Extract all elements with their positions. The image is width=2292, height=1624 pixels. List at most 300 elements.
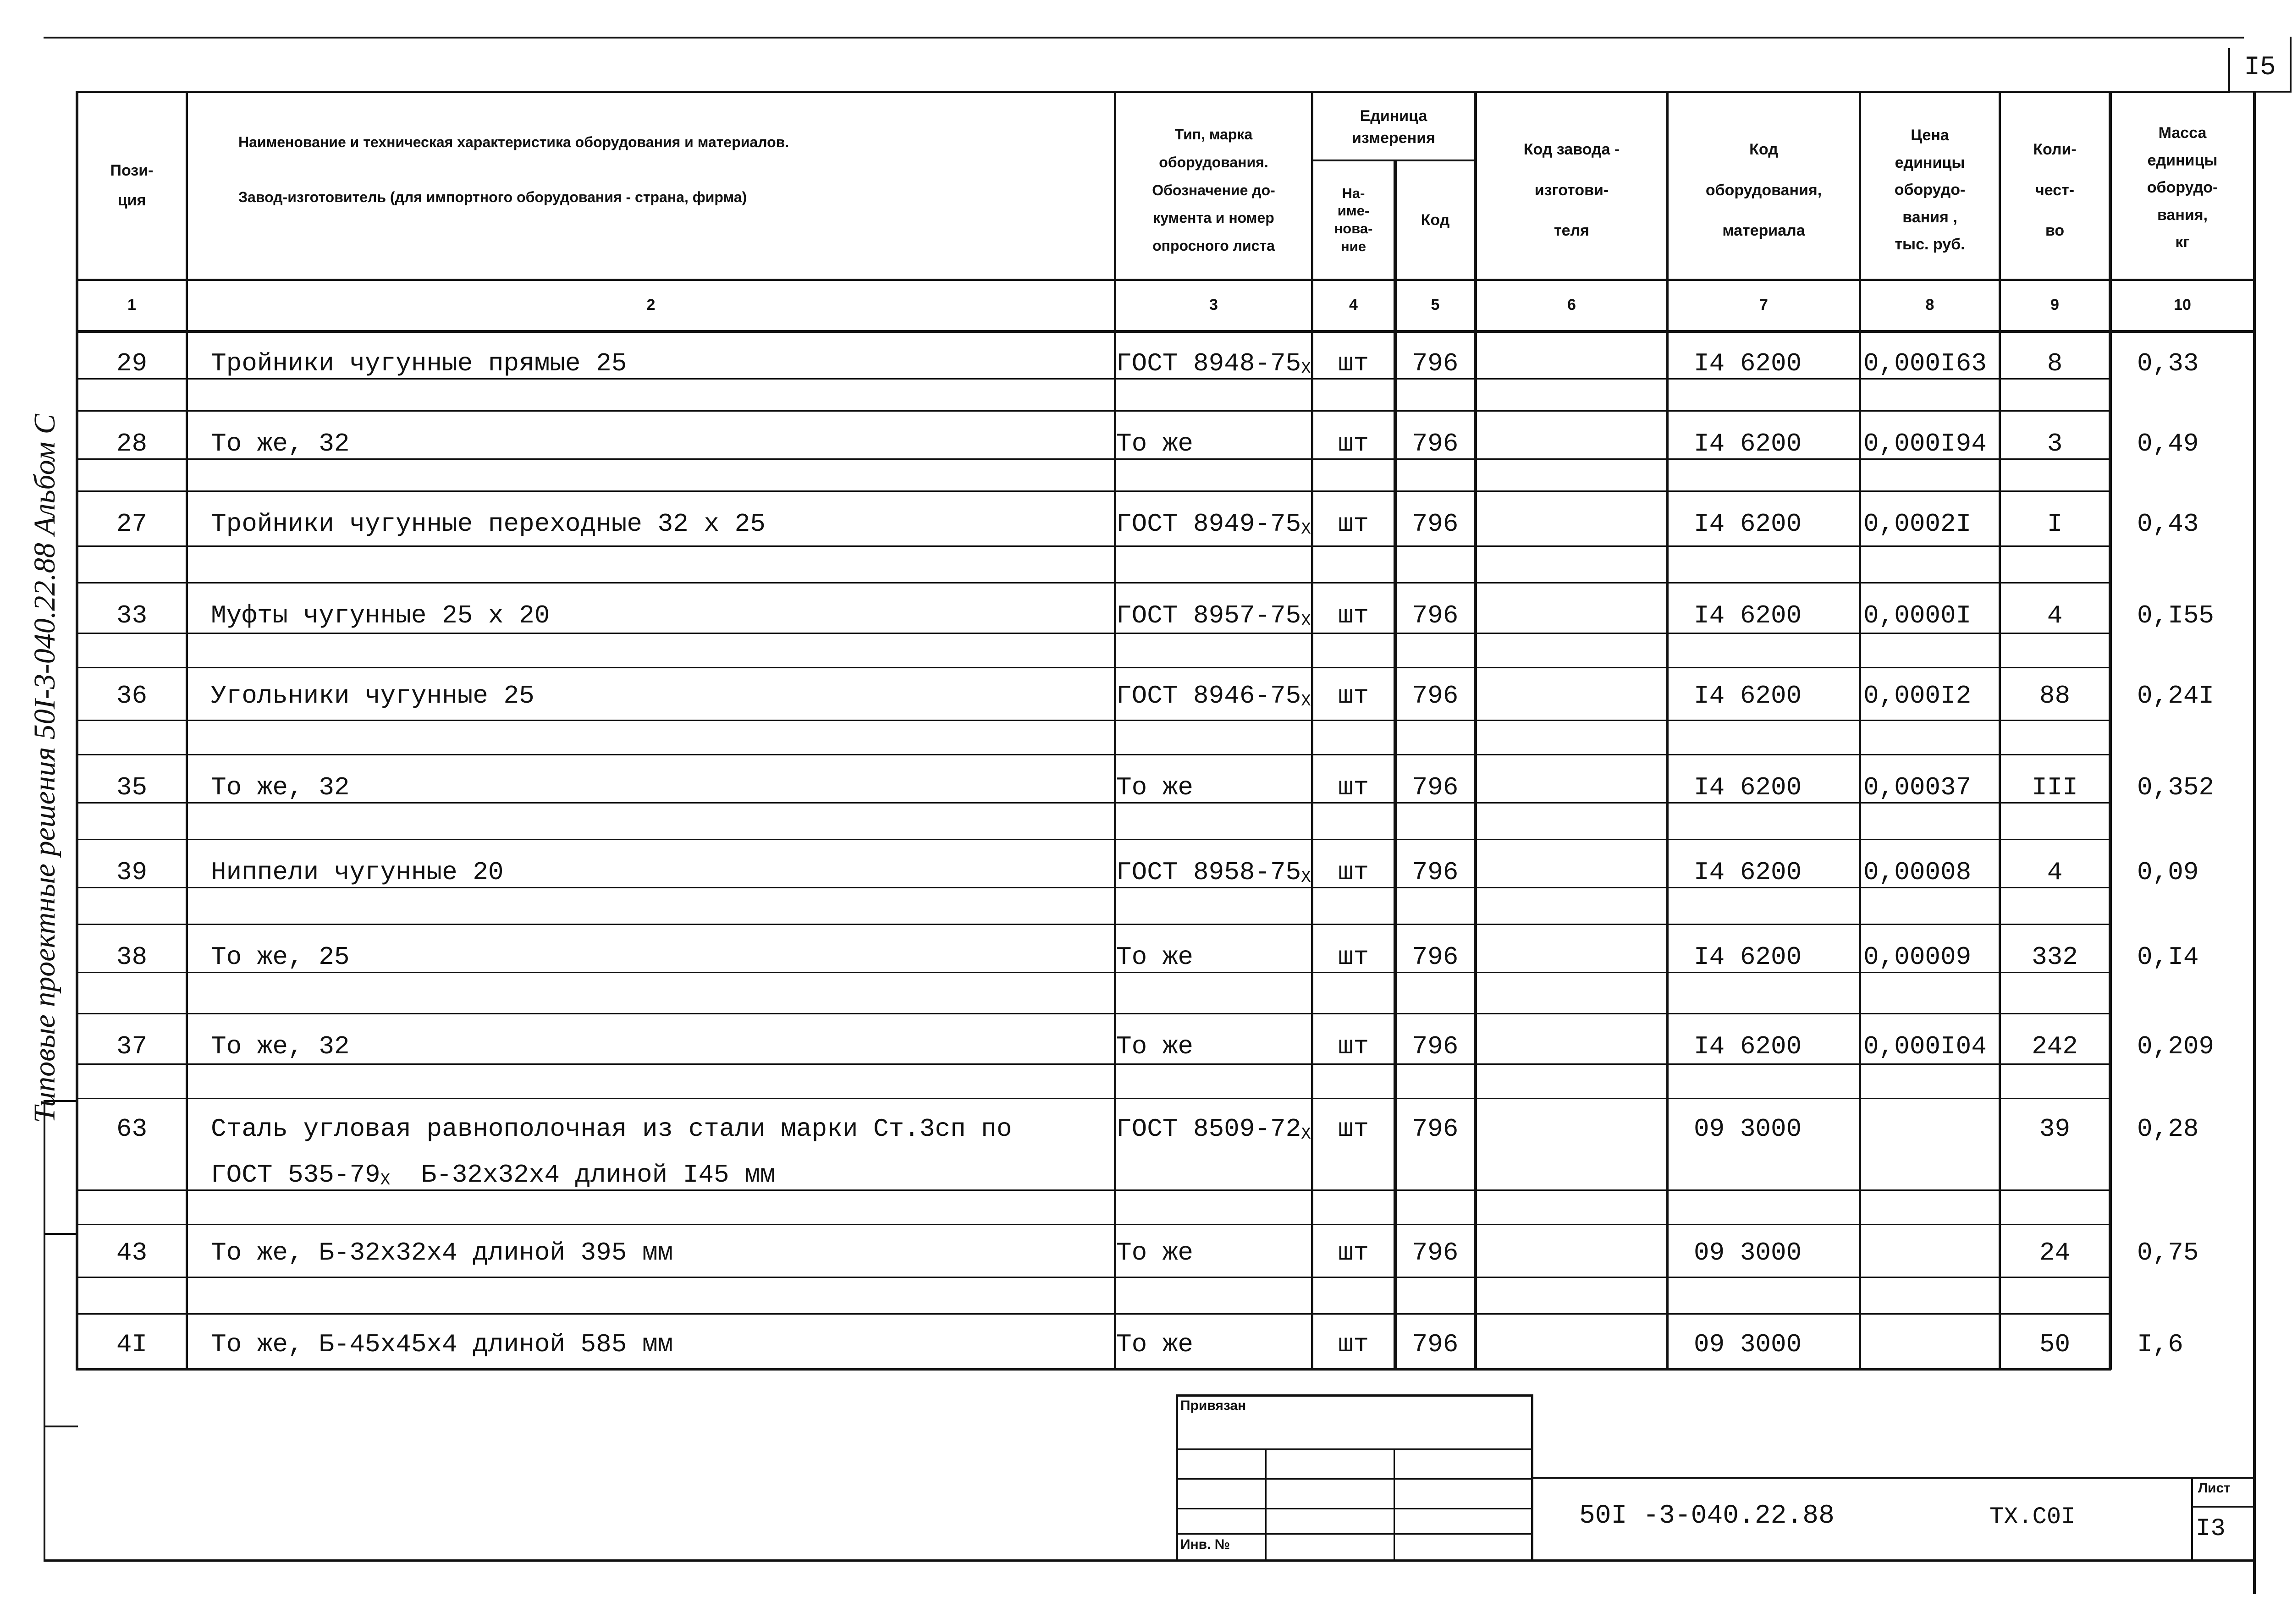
row-price: [1861, 1320, 2001, 1359]
row-divider: [76, 490, 2111, 492]
row-unit: [1313, 1228, 1394, 1267]
row-document-text: То же: [1116, 1330, 1194, 1359]
row-document-text: То же: [1116, 429, 1194, 458]
row-document-text: ГОСТ 8958-75: [1116, 858, 1301, 887]
stamp-inventory-label: Инв. №: [1180, 1537, 1230, 1552]
row-position-text: 35: [116, 773, 148, 802]
row-document-text: ГОСТ 8509-72: [1116, 1114, 1301, 1144]
row-position-text: 27: [116, 509, 148, 539]
row-name-text: Тройники чугунные переходные 32 х 25: [211, 509, 766, 539]
row-quantity-text: 50: [2039, 1330, 2071, 1359]
row-mass: [2112, 672, 2278, 710]
superscript-mark: X: [380, 1171, 391, 1189]
row-divider: [76, 1189, 2111, 1191]
corner-box-left: [2228, 48, 2230, 92]
row-position-text: 63: [116, 1114, 148, 1144]
row-unit-code: [1397, 1105, 1474, 1144]
row-price: [1861, 763, 2001, 802]
row-divider: [76, 1277, 2111, 1278]
header-factory-code: Код завода - изготови- теля: [1523, 141, 1620, 240]
row-document: [1116, 672, 1311, 710]
row-unit: [1313, 500, 1394, 539]
row-document: [1116, 1105, 1311, 1144]
row-position-text: 33: [116, 601, 148, 630]
row-position: [78, 933, 186, 972]
row-position: [78, 848, 186, 887]
row-position: [78, 500, 186, 539]
row-divider: [76, 1098, 2111, 1099]
row-document-text: ГОСТ 8946-75: [1116, 681, 1301, 710]
row-document: [1116, 500, 1311, 539]
row-name: [188, 848, 1137, 887]
row-position-text: 37: [116, 1032, 148, 1061]
row-document: [1116, 1151, 1311, 1189]
row-unit-text: шт: [1338, 349, 1369, 378]
row-divider: [76, 458, 2111, 460]
row-equipment-code-text: I4 6200: [1694, 681, 1802, 710]
row-equipment-code-text: 09 3000: [1694, 1238, 1802, 1267]
row-equipment-code-text: I4 6200: [1694, 509, 1802, 539]
row-unit: [1313, 1151, 1394, 1189]
frame-top: [76, 91, 2230, 93]
row-quantity-text: 332: [2032, 942, 2078, 972]
row-equipment-code: [1669, 1320, 1884, 1359]
column-number: 5: [1431, 296, 1440, 314]
row-name-text: То же, Б-45х45х4 длиной 585 мм: [211, 1330, 673, 1359]
row-name-text: То же, 25: [211, 942, 350, 972]
row-quantity: [2001, 1228, 2109, 1267]
row-name-text: Угольники чугунные 25: [211, 681, 534, 710]
header-price: Цена единицы оборудо- вания , тыс. руб.: [1894, 127, 1966, 253]
row-unit-text: шт: [1338, 681, 1369, 710]
row-unit-code: [1397, 339, 1474, 378]
superscript-mark: X: [1301, 359, 1311, 378]
row-price: [1861, 1105, 2001, 1144]
row-unit-code: [1397, 933, 1474, 972]
row-mass-text: 0,I4: [2137, 942, 2199, 972]
row-quantity: [2001, 419, 2109, 458]
title-top: [1531, 1477, 2255, 1479]
row-document: [1116, 1320, 1311, 1359]
row-equipment-code: [1669, 672, 1884, 710]
header-unit: Единица измерения: [1352, 107, 1435, 147]
row-unit: [1313, 1320, 1394, 1359]
row-mass: [2112, 339, 2278, 378]
row-position: [78, 591, 186, 630]
row-price-text: 0,00037: [1863, 773, 1972, 802]
row-mass: [2112, 763, 2278, 802]
row-unit-code-text: 796: [1412, 1032, 1459, 1061]
row-mass-text: I,6: [2137, 1330, 2183, 1359]
row-mass: [2112, 1105, 2278, 1144]
row-equipment-code-text: 09 3000: [1694, 1114, 1802, 1144]
row-name: [188, 419, 1137, 458]
column-number: 2: [646, 296, 656, 314]
row-unit-code: [1397, 500, 1474, 539]
row-name: [188, 591, 1137, 630]
row-quantity: [2001, 1151, 2109, 1189]
header-quantity: Коли- чест- во: [2033, 141, 2077, 240]
row-mass-text: 0,28: [2137, 1114, 2199, 1144]
row-mass: [2112, 591, 2278, 630]
margin-strip-div3: [44, 1426, 78, 1427]
row-name: [188, 1022, 1137, 1061]
row-position: [78, 763, 186, 802]
row-position-text: 28: [116, 429, 148, 458]
column-number: 7: [1759, 296, 1768, 314]
column-number: 10: [2174, 296, 2191, 314]
row-unit: [1313, 1022, 1394, 1061]
row-unit: [1313, 672, 1394, 710]
row-name-text: ГОСТ 535-79: [211, 1160, 380, 1189]
row-unit-code: [1397, 672, 1474, 710]
row-name: [188, 1228, 1137, 1267]
row-divider: [76, 802, 2111, 804]
row-price: [1861, 933, 2001, 972]
row-document-text: ГОСТ 8949-75: [1116, 509, 1301, 539]
corner-sheet-number: I5: [2244, 53, 2276, 83]
row-equipment-code-text: I4 6200: [1694, 858, 1802, 887]
row-quantity: [2001, 763, 2109, 802]
row-unit-text: шт: [1338, 601, 1369, 630]
row-price: [1861, 591, 2001, 630]
row-equipment-code: [1669, 1151, 1884, 1189]
header-type: Тип, марка оборудования. Обозначение до- кумента и номер опросного листа: [1152, 126, 1275, 254]
row-name-text: То же, 32: [211, 1032, 350, 1061]
row-mass-text: 0,33: [2137, 349, 2199, 378]
row-unit-code: [1397, 1320, 1474, 1359]
row-name-text: Муфты чугунные 25 х 20: [211, 601, 550, 630]
row-mass: [2112, 848, 2278, 887]
row-quantity-text: 39: [2039, 1114, 2071, 1144]
row-position: [78, 1320, 186, 1359]
row-quantity: [2001, 848, 2109, 887]
row-document-text: ГОСТ 8957-75: [1116, 601, 1301, 630]
row-position: [78, 1022, 186, 1061]
row-unit: [1313, 339, 1394, 378]
row-position-text: 36: [116, 681, 148, 710]
row-name: [188, 763, 1137, 802]
row-divider: [76, 1063, 2111, 1065]
row-name-text: То же, 32: [211, 429, 350, 458]
row-equipment-code: [1669, 1105, 1884, 1144]
row-document-text: То же: [1116, 1238, 1194, 1267]
stamp-col-1: [1265, 1448, 1267, 1561]
superscript-mark: X: [1301, 520, 1311, 539]
row-price: [1861, 1228, 2001, 1267]
stamp-row-3: [1176, 1508, 1533, 1509]
row-position: [78, 339, 186, 378]
row-unit-code-text: 796: [1412, 429, 1459, 458]
row-unit-code: [1397, 763, 1474, 802]
row-quantity-text: 88: [2039, 681, 2071, 710]
row-quantity: [2001, 591, 2109, 630]
row-unit-code-text: 796: [1412, 858, 1459, 887]
row-equipment-code: [1669, 763, 1884, 802]
row-mass-text: 0,24I: [2137, 681, 2215, 710]
column-number: 8: [1925, 296, 1934, 314]
row-mass: [2112, 1320, 2278, 1359]
row-equipment-code-text: I4 6200: [1694, 1032, 1802, 1061]
row-document: [1116, 848, 1311, 887]
row-price-text: 0,0000I: [1863, 601, 1972, 630]
row-name-text: Тройники чугунные прямые 25: [211, 349, 627, 378]
row-divider: [76, 378, 2111, 380]
row-name-text: Ниппели чугунные 20: [211, 858, 504, 887]
superscript-mark: X: [1301, 611, 1311, 630]
row-quantity-text: 24: [2039, 1238, 2071, 1267]
row-unit-code: [1397, 591, 1474, 630]
row-unit-code: [1397, 1022, 1474, 1061]
row-unit: [1313, 848, 1394, 887]
row-equipment-code: [1669, 339, 1884, 378]
row-position: [78, 1228, 186, 1267]
row-unit-text: шт: [1338, 1330, 1369, 1359]
row-quantity-text: III: [2032, 773, 2078, 802]
row-equipment-code: [1669, 1228, 1884, 1267]
stamp-row-2: [1176, 1478, 1533, 1480]
row-position-text: 43: [116, 1238, 148, 1267]
row-unit-code: [1397, 419, 1474, 458]
row-name: [188, 1151, 1137, 1189]
row-price-text: 0,000I2: [1863, 681, 1972, 710]
row-document: [1116, 591, 1311, 630]
header-equipment-code: Код оборудования, материала: [1705, 141, 1822, 240]
document-number: 50I -3-040.22.88: [1579, 1501, 1835, 1531]
corner-box-right: [2290, 37, 2292, 92]
row-price: [1861, 500, 2001, 539]
stamp-row-4: [1176, 1533, 1533, 1535]
row-quantity-text: 8: [2047, 349, 2063, 378]
row-divider: [76, 545, 2111, 547]
row-equipment-code-text: I4 6200: [1694, 429, 1802, 458]
row-document-text: То же: [1116, 942, 1194, 972]
row-mass-text: 0,209: [2137, 1032, 2215, 1061]
row-equipment-code-text: 09 3000: [1694, 1330, 1802, 1359]
row-mass-text: 0,09: [2137, 858, 2199, 887]
row-position-text: 29: [116, 349, 148, 378]
row-name: [188, 500, 1137, 539]
row-unit-text: шт: [1338, 1238, 1369, 1267]
row-unit-code-text: 796: [1412, 942, 1459, 972]
row-divider: [76, 839, 2111, 840]
header-mass: Масса единицы оборудо- вания, кг: [2147, 124, 2218, 251]
row-divider: [76, 410, 2111, 412]
row-equipment-code-text: I4 6200: [1694, 773, 1802, 802]
row-divider: [76, 582, 2111, 584]
margin-strip-div2: [44, 1233, 78, 1235]
superscript-mark: X: [1301, 692, 1311, 710]
row-mass: [2112, 1151, 2278, 1189]
sheet-number: I3: [2196, 1515, 2226, 1543]
row-mass-text: 0,75: [2137, 1238, 2199, 1267]
superscript-mark: X: [1301, 1125, 1311, 1144]
header-name-line2: Завод-изготовитель (для импортного оборудования - страна, фирма): [238, 188, 747, 205]
document-mark: ТХ.С0I: [1989, 1503, 2076, 1530]
row-unit-code-text: 796: [1412, 1114, 1459, 1144]
column-number: 6: [1567, 296, 1576, 314]
colnum-bottom: [76, 330, 2253, 333]
row-mass: [2112, 500, 2278, 539]
column-number: 4: [1349, 296, 1358, 314]
row-unit-code: [1397, 1151, 1474, 1189]
row-unit-code-text: 796: [1412, 509, 1459, 539]
row-name: [188, 672, 1137, 710]
row-document-text: То же: [1116, 773, 1194, 802]
row-equipment-code-text: I4 6200: [1694, 349, 1802, 378]
row-document: [1116, 1228, 1311, 1267]
sheet-cell-div: [2191, 1506, 2255, 1508]
row-quantity: [2001, 500, 2109, 539]
stamp-col-2: [1394, 1448, 1395, 1561]
row-mass: [2112, 1022, 2278, 1061]
row-price: [1861, 419, 2001, 458]
stamp-attached-label: Привязан: [1180, 1398, 1246, 1413]
sheet-label: Лист: [2198, 1481, 2231, 1496]
row-name: [188, 1320, 1137, 1359]
row-unit: [1313, 1105, 1394, 1144]
sheet-cell-left: [2191, 1477, 2193, 1562]
row-divider: [76, 1224, 2111, 1225]
row-unit: [1313, 591, 1394, 630]
row-price-text: 0,00008: [1863, 858, 1972, 887]
row-mass-text: 0,49: [2137, 429, 2199, 458]
row-divider: [76, 972, 2111, 973]
row-unit: [1313, 763, 1394, 802]
row-quantity-text: 4: [2047, 858, 2063, 887]
column-number: 3: [1209, 296, 1218, 314]
row-name: [188, 339, 1137, 378]
row-price-text: 0,000I04: [1863, 1032, 1987, 1061]
row-quantity: [2001, 672, 2109, 710]
stamp-box-top: [1176, 1394, 1533, 1397]
row-position: [78, 672, 186, 710]
row-unit: [1313, 933, 1394, 972]
row-name: [188, 933, 1137, 972]
row-price-text: 0,0002I: [1863, 509, 1972, 539]
row-position: [78, 1105, 186, 1144]
row-quantity-text: 242: [2032, 1032, 2078, 1061]
row-equipment-code-text: I4 6200: [1694, 601, 1802, 630]
row-unit-text: шт: [1338, 858, 1369, 887]
row-equipment-code: [1669, 1022, 1884, 1061]
row-name-text: То же, 32: [211, 773, 350, 802]
row-position: [78, 419, 186, 458]
side-caption: Типовые проектные решения 50I-3-040.22.88 Альбом С: [28, 414, 61, 1123]
row-mass: [2112, 419, 2278, 458]
row-quantity: [2001, 933, 2109, 972]
row-document: [1116, 933, 1311, 972]
header-name-line1: Наименование и техническая характеристика оборудования и материалов.: [238, 133, 789, 150]
header-unit-name: На- име- нова- ние: [1334, 185, 1373, 254]
row-divider: [76, 754, 2111, 755]
row-equipment-code-text: I4 6200: [1694, 942, 1802, 972]
stamp-row-1: [1176, 1448, 1533, 1450]
row-price: [1861, 1151, 2001, 1189]
row-unit-text: шт: [1338, 942, 1369, 972]
row-quantity: [2001, 1320, 2109, 1359]
row-divider: [76, 1013, 2111, 1014]
row-name-tail: Б-32х32х4 длиной I45 мм: [390, 1160, 776, 1189]
row-divider: [76, 720, 2111, 721]
row-quantity: [2001, 1022, 2109, 1061]
row-price: [1861, 1022, 2001, 1061]
row-document-text: ГОСТ 8948-75: [1116, 349, 1301, 378]
top-border: [44, 37, 2244, 39]
row-unit-code-text: 796: [1412, 349, 1459, 378]
row-price-text: 0,00009: [1863, 942, 1972, 972]
row-quantity: [2001, 1105, 2109, 1144]
row-equipment-code: [1669, 419, 1884, 458]
row-divider: [76, 667, 2111, 668]
row-price-text: 0,000I63: [1863, 349, 1987, 378]
row-equipment-code: [1669, 500, 1884, 539]
row-name-text: То же, Б-32х32х4 длиной 395 мм: [211, 1238, 673, 1267]
row-document: [1116, 1022, 1311, 1061]
row-price: [1861, 848, 2001, 887]
row-mass-text: 0,43: [2137, 509, 2199, 539]
row-divider: [76, 1313, 2111, 1315]
row-divider: [76, 633, 2111, 634]
row-mass-text: 0,352: [2137, 773, 2215, 802]
row-quantity: [2001, 339, 2109, 378]
row-unit-code: [1397, 848, 1474, 887]
row-equipment-code: [1669, 848, 1884, 887]
row-name-text: Сталь угловая равнополочная из стали марки Ст.3сп по: [211, 1114, 1012, 1144]
row-unit: [1313, 419, 1394, 458]
row-document: [1116, 763, 1311, 802]
row-position-text: 38: [116, 942, 148, 972]
row-price: [1861, 672, 2001, 710]
row-quantity-text: I: [2047, 509, 2063, 539]
row-mass-text: 0,I55: [2137, 601, 2215, 630]
row-divider: [76, 924, 2111, 925]
row-price-text: 0,000I94: [1863, 429, 1987, 458]
row-equipment-code: [1669, 933, 1884, 972]
row-divider: [76, 887, 2111, 888]
row-equipment-code: [1669, 591, 1884, 630]
row-document-text: То же: [1116, 1032, 1194, 1061]
row-unit-text: шт: [1338, 1032, 1369, 1061]
corner-box-bottom: [2228, 91, 2292, 93]
margin-strip-left: [44, 1100, 45, 1561]
row-position-text: 39: [116, 858, 148, 887]
row-unit-code-text: 796: [1412, 1330, 1459, 1359]
col-line-9: [2109, 91, 2112, 1370]
header-bottom: [76, 279, 2253, 281]
row-unit-code: [1397, 1228, 1474, 1267]
row-mass: [2112, 933, 2278, 972]
row-unit-text: шт: [1338, 1114, 1369, 1144]
col-line-5: [1474, 91, 1477, 1370]
row-position: [78, 1151, 186, 1189]
col-line-4: [1394, 160, 1397, 1370]
row-mass: [2112, 1228, 2278, 1267]
row-unit-text: шт: [1338, 429, 1369, 458]
header-unit-code: Код: [1421, 211, 1450, 229]
row-document: [1116, 419, 1311, 458]
row-unit-code-text: 796: [1412, 1238, 1459, 1267]
column-number: 1: [127, 296, 136, 314]
row-document: [1116, 339, 1311, 378]
superscript-mark: X: [1301, 868, 1311, 887]
row-price: [1861, 339, 2001, 378]
row-quantity-text: 3: [2047, 429, 2063, 458]
row-name: [188, 1105, 1137, 1144]
row-unit-text: шт: [1338, 509, 1369, 539]
row-quantity-text: 4: [2047, 601, 2063, 630]
row-unit-code-text: 796: [1412, 773, 1459, 802]
